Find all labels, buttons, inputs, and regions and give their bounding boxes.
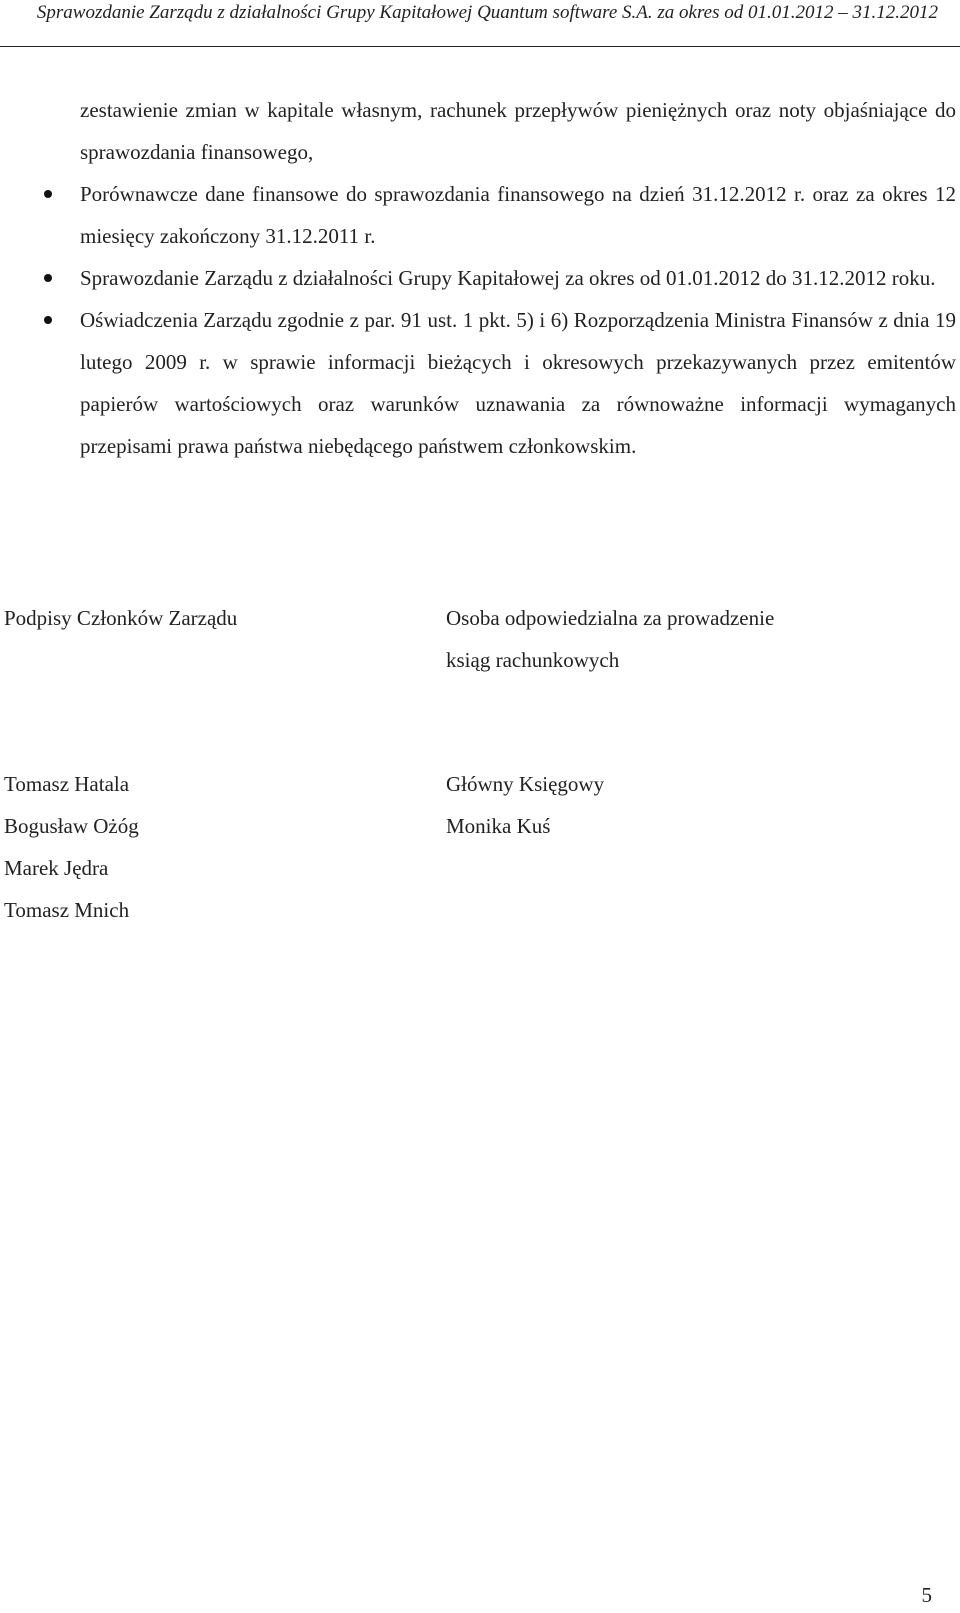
accountant-name: Monika Kuś [446, 814, 551, 838]
list-item-text: Sprawozdanie Zarządu z działalności Grupy Kapitałowej za okres od 01.01.2012 do 31.12.2012 roku. [80, 266, 936, 290]
list-item [80, 257, 956, 299]
bullet-icon [44, 316, 52, 324]
board-member-name: Tomasz Mnich [4, 898, 130, 922]
accountant-label-continued: ksiąg rachunkowych [446, 648, 620, 672]
page-number: 5 [921, 1583, 932, 1607]
continuation-paragraph: zestawienie zmian w kapitale własnym, rachunek przepływów pieniężnych oraz noty objaśniające do sprawozdania finansowego, [80, 98, 956, 164]
board-member-name: Bogusław Ożóg [4, 814, 139, 838]
list-item [80, 299, 956, 467]
list-item-text: Oświadczenia Zarządu zgodnie z par. 91 ust. 1 pkt. 5) i 6) Rozporządzenia Ministra Finansów z dnia 19 lutego 2009 r. w sprawie informacji bieżących i okresowych przekazywanych przez emitentów papierów wartościowych oraz warunków uznawania za równoważne informacji wymaganych przepisami prawa państwa niebędącego państwem członkowskim. [80, 308, 956, 458]
document-body [80, 89, 956, 467]
accountant-label: Osoba odpowiedzialna za prowadzenie [446, 606, 775, 630]
bullet-icon [44, 274, 52, 282]
board-signatures-label: Podpisy Członków Zarządu [4, 606, 238, 630]
header-divider [0, 46, 960, 47]
header-title: Sprawozdanie Zarządu z działalności Grupy Kapitałowej Quantum software S.A. za okres od 01.01.2012 – 31.12.2012 [36, 2, 938, 23]
board-member-name: Tomasz Hatala [4, 772, 130, 796]
bullet-list [80, 173, 956, 467]
accountant-title: Główny Księgowy [446, 772, 605, 796]
page-header [0, 0, 960, 48]
bullet-icon [44, 190, 52, 198]
list-item [80, 173, 956, 257]
board-members-list [4, 763, 139, 931]
board-member-name: Marek Jędra [4, 856, 109, 880]
list-item-text: Porównawcze dane finansowe do sprawozdania finansowego na dzień 31.12.2012 r. oraz za okres 12 miesięcy zakończony 31.12.2011 r. [80, 182, 956, 248]
accountant-block [446, 763, 604, 847]
